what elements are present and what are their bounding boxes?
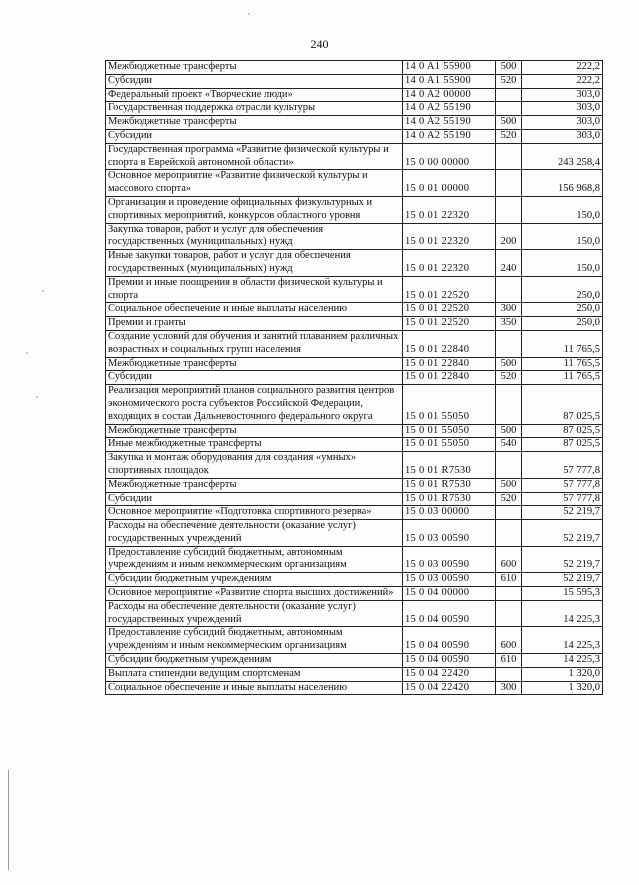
row-amount-cell: 57 777,8 [522,478,603,492]
table-row [106,357,603,371]
table-row [106,600,603,627]
row-name-cell: Выплата стипендии ведущим спортсменам [106,667,403,681]
row-amount-cell: 52 219,7 [522,573,603,587]
row-name-cell: Организация и проведение официальных физкультурных и спортивных мероприятий, конкурсов областного уровня [106,196,403,223]
row-code-cell: 15 0 01 22320 [403,250,496,277]
row-name-cell: Иные закупки товаров, работ и услуг для обеспечения государственных (муниципальных) нужд [106,250,403,277]
scan-speck [248,13,250,15]
table-row [106,317,603,331]
row-amount-cell: 11 765,5 [522,357,603,371]
table-row [106,385,603,424]
row-vr-cell: 610 [496,654,522,668]
row-vr-cell: 200 [496,223,522,250]
row-name-cell: Премии и иные поощрения в области физической культуры и спорта [106,276,403,303]
row-name-cell: Социальное обеспечение и иные выплаты населению [106,681,403,695]
row-vr-cell: 610 [496,573,522,587]
row-name-cell: Расходы на обеспечение деятельности (оказание услуг) государственных учреждений [106,600,403,627]
table-row [106,424,603,438]
row-amount-cell: 150,0 [522,250,603,277]
table-row [106,102,603,116]
table-row [106,143,603,170]
row-amount-cell: 57 777,8 [522,452,603,479]
row-code-cell: 15 0 01 55050 [403,438,496,452]
row-name-cell: Межбюджетные трансферты [106,357,403,371]
table-row [106,654,603,668]
page-number: 240 [310,37,329,51]
row-code-cell: 15 0 01 55050 [403,424,496,438]
row-code-cell: 15 0 03 00000 [403,506,496,520]
row-name-cell: Субсидии [106,129,403,143]
row-amount-cell: 303,0 [522,88,603,102]
row-name-cell: Субсидии бюджетным учреждениям [106,654,403,668]
row-name-cell: Расходы на обеспечение деятельности (оказание услуг) государственных учреждений [106,520,403,547]
row-vr-cell: 500 [496,61,522,75]
row-amount-cell: 150,0 [522,196,603,223]
row-name-cell: Федеральный проект «Творческие люди» [106,88,403,102]
row-code-cell: 15 0 04 00590 [403,654,496,668]
row-amount-cell: 250,0 [522,276,603,303]
row-code-cell: 15 0 01 22840 [403,371,496,385]
row-code-cell: 15 0 04 22420 [403,667,496,681]
table-row [106,250,603,277]
row-name-cell: Предоставление субсидий бюджетным, автономным учреждениям и иным некоммерческим организациям [106,546,403,573]
row-code-cell: 15 0 01 22520 [403,317,496,331]
row-code-cell: 15 0 03 00590 [403,573,496,587]
row-code-cell: 15 0 01 22520 [403,276,496,303]
row-code-cell: 15 0 03 00590 [403,546,496,573]
row-vr-cell: 520 [496,74,522,88]
row-amount-cell: 156 968,8 [522,170,603,197]
row-code-cell: 15 0 01 22320 [403,223,496,250]
row-vr-cell: 300 [496,303,522,317]
row-amount-cell: 87 025,5 [522,385,603,424]
row-vr-cell [496,452,522,479]
row-vr-cell [496,385,522,424]
row-name-cell: Предоставление субсидий бюджетным, автономным учреждениям и иным некоммерческим организациям [106,627,403,654]
row-name-cell: Межбюджетные трансферты [106,478,403,492]
row-code-cell: 15 0 03 00590 [403,520,496,547]
row-name-cell: Субсидии бюджетным учреждениям [106,573,403,587]
row-code-cell: 15 0 01 22320 [403,196,496,223]
row-vr-cell [496,143,522,170]
table-row [106,438,603,452]
row-vr-cell: 540 [496,438,522,452]
row-vr-cell: 500 [496,116,522,130]
table-row [106,129,603,143]
row-amount-cell: 87 025,5 [522,438,603,452]
row-amount-cell: 57 777,8 [522,492,603,506]
row-name-cell: Межбюджетные трансферты [106,424,403,438]
row-code-cell: 15 0 04 00000 [403,587,496,601]
row-code-cell: 15 0 01 R7530 [403,478,496,492]
row-vr-cell [496,506,522,520]
table-row [106,627,603,654]
row-name-cell: Субсидии [106,74,403,88]
table-row [106,170,603,197]
row-code-cell: 15 0 01 22840 [403,330,496,357]
row-name-cell: Основное мероприятие «Развитие спорта высших достижений» [106,587,403,601]
row-vr-cell [496,587,522,601]
row-amount-cell: 52 219,7 [522,546,603,573]
scan-speck [36,396,38,398]
table-row [106,88,603,102]
row-amount-cell: 14 225,3 [522,600,603,627]
table-row [106,371,603,385]
row-amount-cell: 303,0 [522,116,603,130]
table-row [106,116,603,130]
scan-margin-line [8,770,9,870]
row-vr-cell [496,667,522,681]
row-code-cell: 15 0 01 55050 [403,385,496,424]
row-name-cell: Межбюджетные трансферты [106,116,403,130]
row-code-cell: 15 0 01 22520 [403,303,496,317]
row-amount-cell: 1 320,0 [522,681,603,695]
row-code-cell: 15 0 01 22840 [403,357,496,371]
row-vr-cell [496,276,522,303]
row-amount-cell: 250,0 [522,303,603,317]
table-row [106,492,603,506]
table-row [106,196,603,223]
row-name-cell: Межбюджетные трансферты [106,61,403,75]
row-amount-cell: 303,0 [522,129,603,143]
row-vr-cell: 520 [496,129,522,143]
row-code-cell: 15 0 04 22420 [403,681,496,695]
table-row [106,667,603,681]
row-name-cell: Основное мероприятие «Подготовка спортивного резерва» [106,506,403,520]
row-amount-cell: 1 320,0 [522,667,603,681]
row-amount-cell: 11 765,5 [522,330,603,357]
row-amount-cell: 14 225,3 [522,654,603,668]
row-name-cell: Закупка товаров, работ и услуг для обеспечения государственных (муниципальных) нужд [106,223,403,250]
row-code-cell: 14 0 A2 00000 [403,88,496,102]
table-row [106,276,603,303]
table-row [106,223,603,250]
row-vr-cell: 350 [496,317,522,331]
row-name-cell: Создание условий для обучения и занятий плаванием различных возрастных и социальных групп населения [106,330,403,357]
table-row [106,506,603,520]
row-vr-cell: 520 [496,371,522,385]
row-name-cell: Иные межбюджетные трансферты [106,438,403,452]
row-code-cell: 14 0 A2 55190 [403,129,496,143]
row-amount-cell: 222,2 [522,74,603,88]
row-code-cell: 14 0 A2 55190 [403,116,496,130]
row-name-cell: Премии и гранты [106,317,403,331]
row-name-cell: Основное мероприятие «Развитие физической культуры и массового спорта» [106,170,403,197]
row-code-cell: 14 0 A1 55900 [403,74,496,88]
scan-speck [26,352,28,354]
row-name-cell: Государственная поддержка отрасли культуры [106,102,403,116]
row-vr-cell: 500 [496,424,522,438]
row-name-cell: Закупка и монтаж оборудования для создания «умных» спортивных площадок [106,452,403,479]
row-vr-cell [496,330,522,357]
row-vr-cell: 240 [496,250,522,277]
row-code-cell: 14 0 A1 55900 [403,61,496,75]
row-vr-cell: 520 [496,492,522,506]
row-amount-cell: 150,0 [522,223,603,250]
row-vr-cell [496,88,522,102]
table-row [106,587,603,601]
row-code-cell: 14 0 A2 55190 [403,102,496,116]
row-code-cell: 15 0 04 00590 [403,600,496,627]
row-amount-cell: 15 595,3 [522,587,603,601]
row-amount-cell: 52 219,7 [522,506,603,520]
row-amount-cell: 87 025,5 [522,424,603,438]
row-amount-cell: 52 219,7 [522,520,603,547]
row-code-cell: 15 0 04 00590 [403,627,496,654]
row-amount-cell: 243 258,4 [522,143,603,170]
table-row [106,452,603,479]
row-vr-cell: 500 [496,357,522,371]
row-amount-cell: 303,0 [522,102,603,116]
table-row [106,681,603,695]
table-row [106,330,603,357]
row-vr-cell [496,102,522,116]
table-row [106,478,603,492]
row-vr-cell [496,196,522,223]
row-name-cell: Субсидии [106,371,403,385]
row-name-cell: Реализация мероприятий планов социального развития центров экономического роста субъектов Российской Федерации, входящих в состав Дальневосточного федерального округа [106,385,403,424]
row-amount-cell: 11 765,5 [522,371,603,385]
table-row [106,573,603,587]
budget-table [105,60,603,695]
row-name-cell: Государственная программа «Развитие физической культуры и спорта в Еврейской автономной области» [106,143,403,170]
row-vr-cell [496,600,522,627]
table-row [106,520,603,547]
budget-table-body [106,61,603,695]
row-code-cell: 15 0 01 R7530 [403,452,496,479]
row-vr-cell: 500 [496,478,522,492]
row-vr-cell: 600 [496,546,522,573]
row-vr-cell: 300 [496,681,522,695]
row-amount-cell: 222,2 [522,61,603,75]
row-code-cell: 15 0 00 00000 [403,143,496,170]
row-amount-cell: 250,0 [522,317,603,331]
row-amount-cell: 14 225,3 [522,627,603,654]
row-vr-cell [496,170,522,197]
row-name-cell: Социальное обеспечение и иные выплаты населению [106,303,403,317]
table-row [106,74,603,88]
table-row [106,303,603,317]
table-row [106,61,603,75]
scan-speck [42,290,44,292]
row-code-cell: 15 0 01 R7530 [403,492,496,506]
row-vr-cell: 600 [496,627,522,654]
row-name-cell: Субсидии [106,492,403,506]
table-row [106,546,603,573]
row-vr-cell [496,520,522,547]
row-code-cell: 15 0 01 00000 [403,170,496,197]
